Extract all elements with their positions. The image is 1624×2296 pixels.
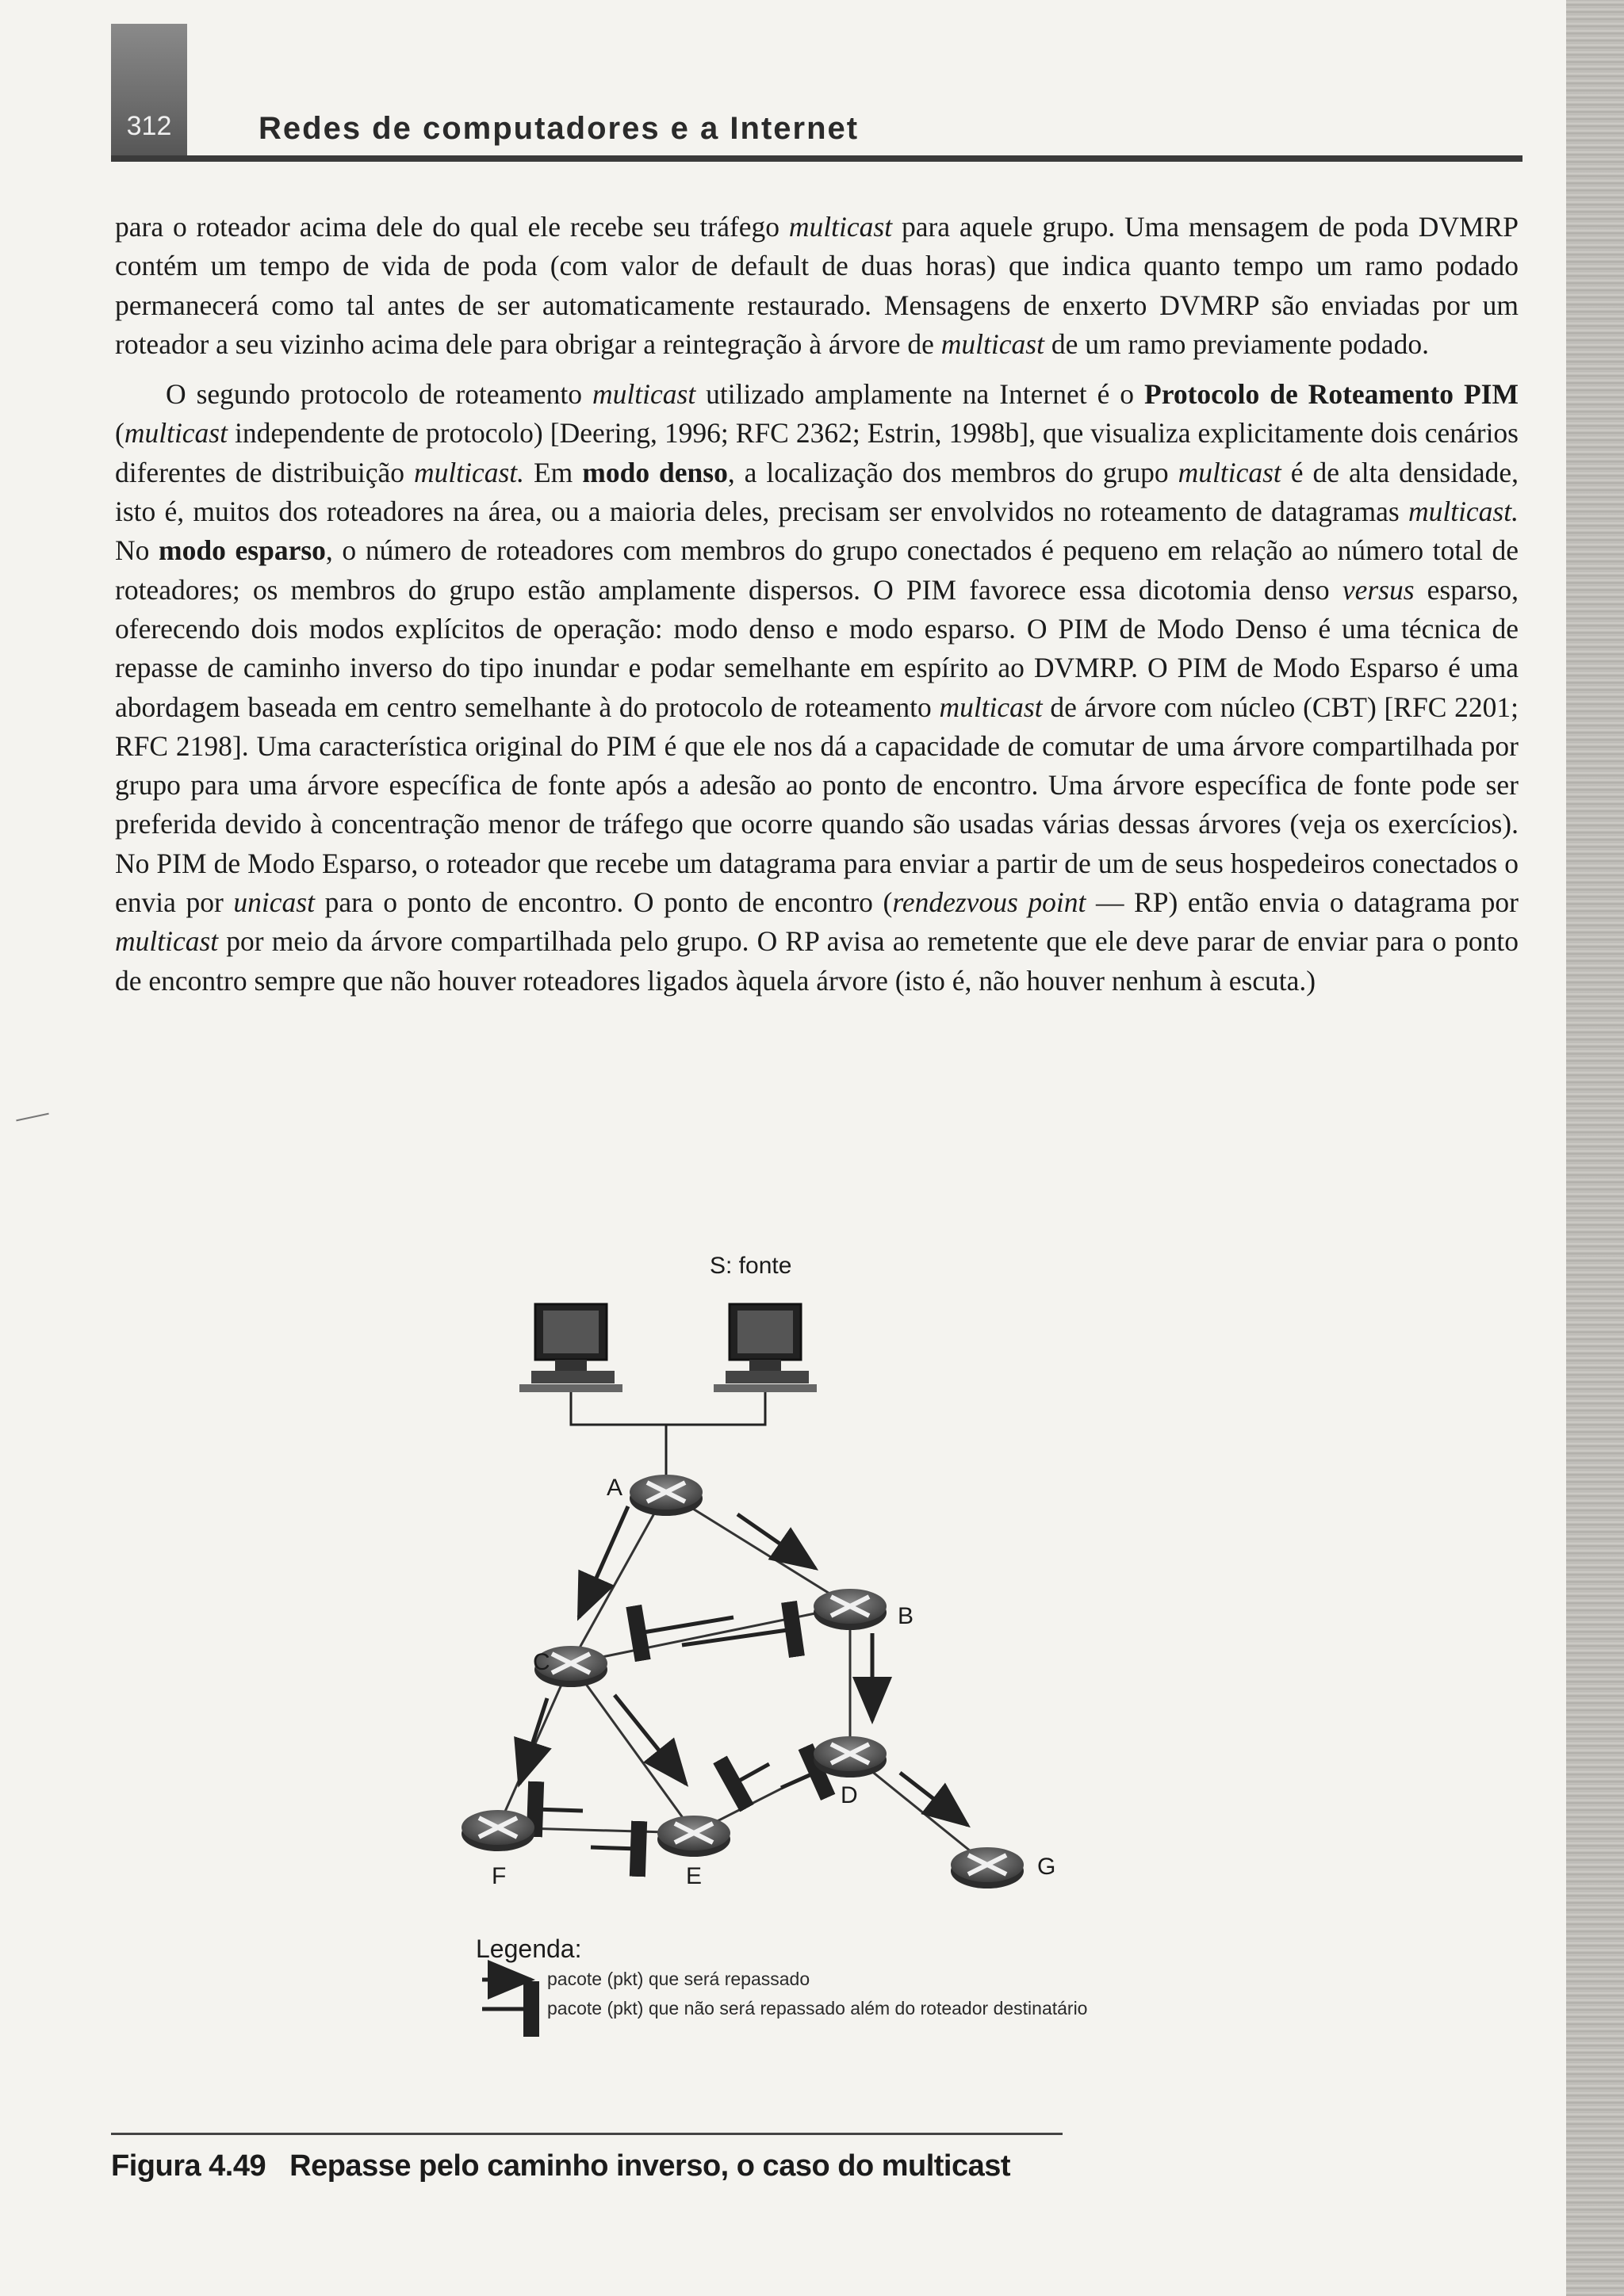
router-d-label: D <box>841 1782 858 1808</box>
text-run: multicast <box>940 327 1044 360</box>
figure-title: Repasse pelo caminho inverso, o caso do multicast <box>289 2149 1011 2183</box>
text-run: para o ponto de encontro. O ponto de encontro ( <box>314 886 893 919</box>
text-run: por meio da árvore compartilhada pelo grupo. O RP avisa ao remetente que ele deve parar de enviar para o ponto de encontro sempre que não houver roteadores ligados àquela árvore (isto é, não houver nenhum à escuta.) <box>115 925 1519 997</box>
legend-forwarded-label: pacote (pkt) que será repassado <box>547 1969 810 1989</box>
text-run: rendezvous point <box>892 886 1086 919</box>
page-edge-shadow <box>1566 0 1624 2296</box>
text-run: multicast <box>939 691 1043 723</box>
text-run: No <box>115 534 159 567</box>
source-label: S: fonte <box>710 1253 792 1279</box>
router-g-icon <box>951 1847 1024 1888</box>
router-f-icon <box>462 1810 534 1851</box>
router-b-label: B <box>898 1603 914 1629</box>
text-run: Em <box>524 456 583 488</box>
text-run: é de alta densidade, isto é, muitos dos roteadores na área, ou a maioria deles, precisam ser envolvidos no roteamento de datagramas <box>115 456 1519 528</box>
router-f-label: F <box>492 1863 507 1889</box>
text-run: utilizado amplamente na Internet é o <box>695 378 1145 411</box>
text-run: multicast <box>788 211 893 243</box>
router-e-icon <box>657 1816 730 1857</box>
paragraph-2 <box>115 375 1519 1001</box>
text-run: para aquele grupo. Uma mensagem de poda DVMRP contém um tempo de vida de poda (com valor de default de duas horas) que indica quanto tempo um ramo podado permanecerá como tal antes de ser automaticamente restaurado. Mensagens de enxerto DVMRP são enviadas por um roteador a seu vizinho acima dele para obrigar a reintegração à árvore de <box>115 211 1519 360</box>
legend-pruned-label: pacote (pkt) que não será repassado além do roteador destinatário <box>547 1998 1088 2019</box>
text-run: , o número de roteadores com membros do grupo conectados é pequeno em relação ao número total de roteadores; os membros do grupo estão amplamente dispersos. O PIM favorece essa dicotomia denso <box>115 534 1519 606</box>
text-run: independente de protocolo) [Deering, 1996; RFC 2362; Estrin, 1998b], que visualiza explicitamente dois cenários diferentes de distribuição <box>115 417 1519 488</box>
router-d-icon <box>814 1736 887 1777</box>
margin-mark <box>16 1113 48 1122</box>
text-run: versus <box>1342 573 1415 606</box>
text-run: multicast. <box>1408 496 1519 528</box>
paragraph-1 <box>115 208 1519 364</box>
text-run: multicast <box>592 378 696 411</box>
router-b-icon <box>814 1589 887 1630</box>
body-text <box>115 208 1519 1001</box>
lan-link <box>571 1392 765 1425</box>
router-a-icon <box>630 1475 703 1516</box>
text-run: para o roteador acima dele do qual ele recebe seu tráfego <box>115 211 789 243</box>
text-run: O segundo protocolo de roteamento <box>166 378 593 411</box>
text-run: , a localização dos membros do grupo <box>727 456 1178 488</box>
text-run: modo denso <box>582 456 728 488</box>
text-run: multicast <box>124 417 228 450</box>
page-number: 312 <box>126 111 172 141</box>
router-e-label: E <box>686 1863 703 1889</box>
network-diagram <box>444 1237 1237 2045</box>
text-run: de um ramo previamente podado. <box>1044 327 1429 360</box>
router-a-label: A <box>607 1475 623 1501</box>
router-c-label: C <box>533 1649 550 1675</box>
figure-number: Figura 4.49 <box>111 2149 266 2183</box>
text-run: unicast <box>233 886 315 919</box>
text-run: multicast. <box>413 456 525 488</box>
text-run: — RP) então envia o datagrama por <box>1086 886 1519 919</box>
text-run: multicast <box>115 925 219 958</box>
text-run: multicast <box>1178 456 1281 488</box>
running-head: Redes de computadores e a Internet <box>259 111 860 146</box>
host-computer-source <box>714 1304 817 1392</box>
figure-caption <box>111 2133 1063 2183</box>
host-computer-left <box>519 1304 622 1392</box>
text-run: ( <box>115 417 124 450</box>
legend-title: Legenda: <box>476 1934 582 1963</box>
text-run: Protocolo de Roteamento PIM <box>1144 378 1519 411</box>
text-run: modo esparso <box>159 534 326 567</box>
header-rule <box>111 155 1522 162</box>
text-run: de árvore com núcleo (CBT) [RFC 2201; RFC 2198]. Uma característica original do PIM é que ele nos dá a capacidade de comutar de uma árvore compartilhada por grupo para uma árvore específica de fonte após a adesão ao ponto de encontro. Uma árvore específica de fonte pode ser preferida devido à concentração menor de tráfego que ocorre quando são usadas várias dessas árvores (veja os exercícios). No PIM de Modo Esparso, o roteador que recebe um datagrama para enviar a partir de um de seus hospedeiros conectados o envia por <box>115 691 1519 919</box>
text-run: esparso, oferecendo dois modos explícitos de operação: modo denso e modo esparso. O PIM de Modo Denso é uma técnica de repasse de caminho inverso do tipo inundar e podar semelhante em espírito ao DVMRP. O PIM de Modo Esparso é uma abordagem baseada em centro semelhante à do protocolo de roteamento <box>115 573 1519 723</box>
figure-reverse-path-forwarding <box>444 1237 1237 2045</box>
router-g-label: G <box>1037 1854 1056 1880</box>
